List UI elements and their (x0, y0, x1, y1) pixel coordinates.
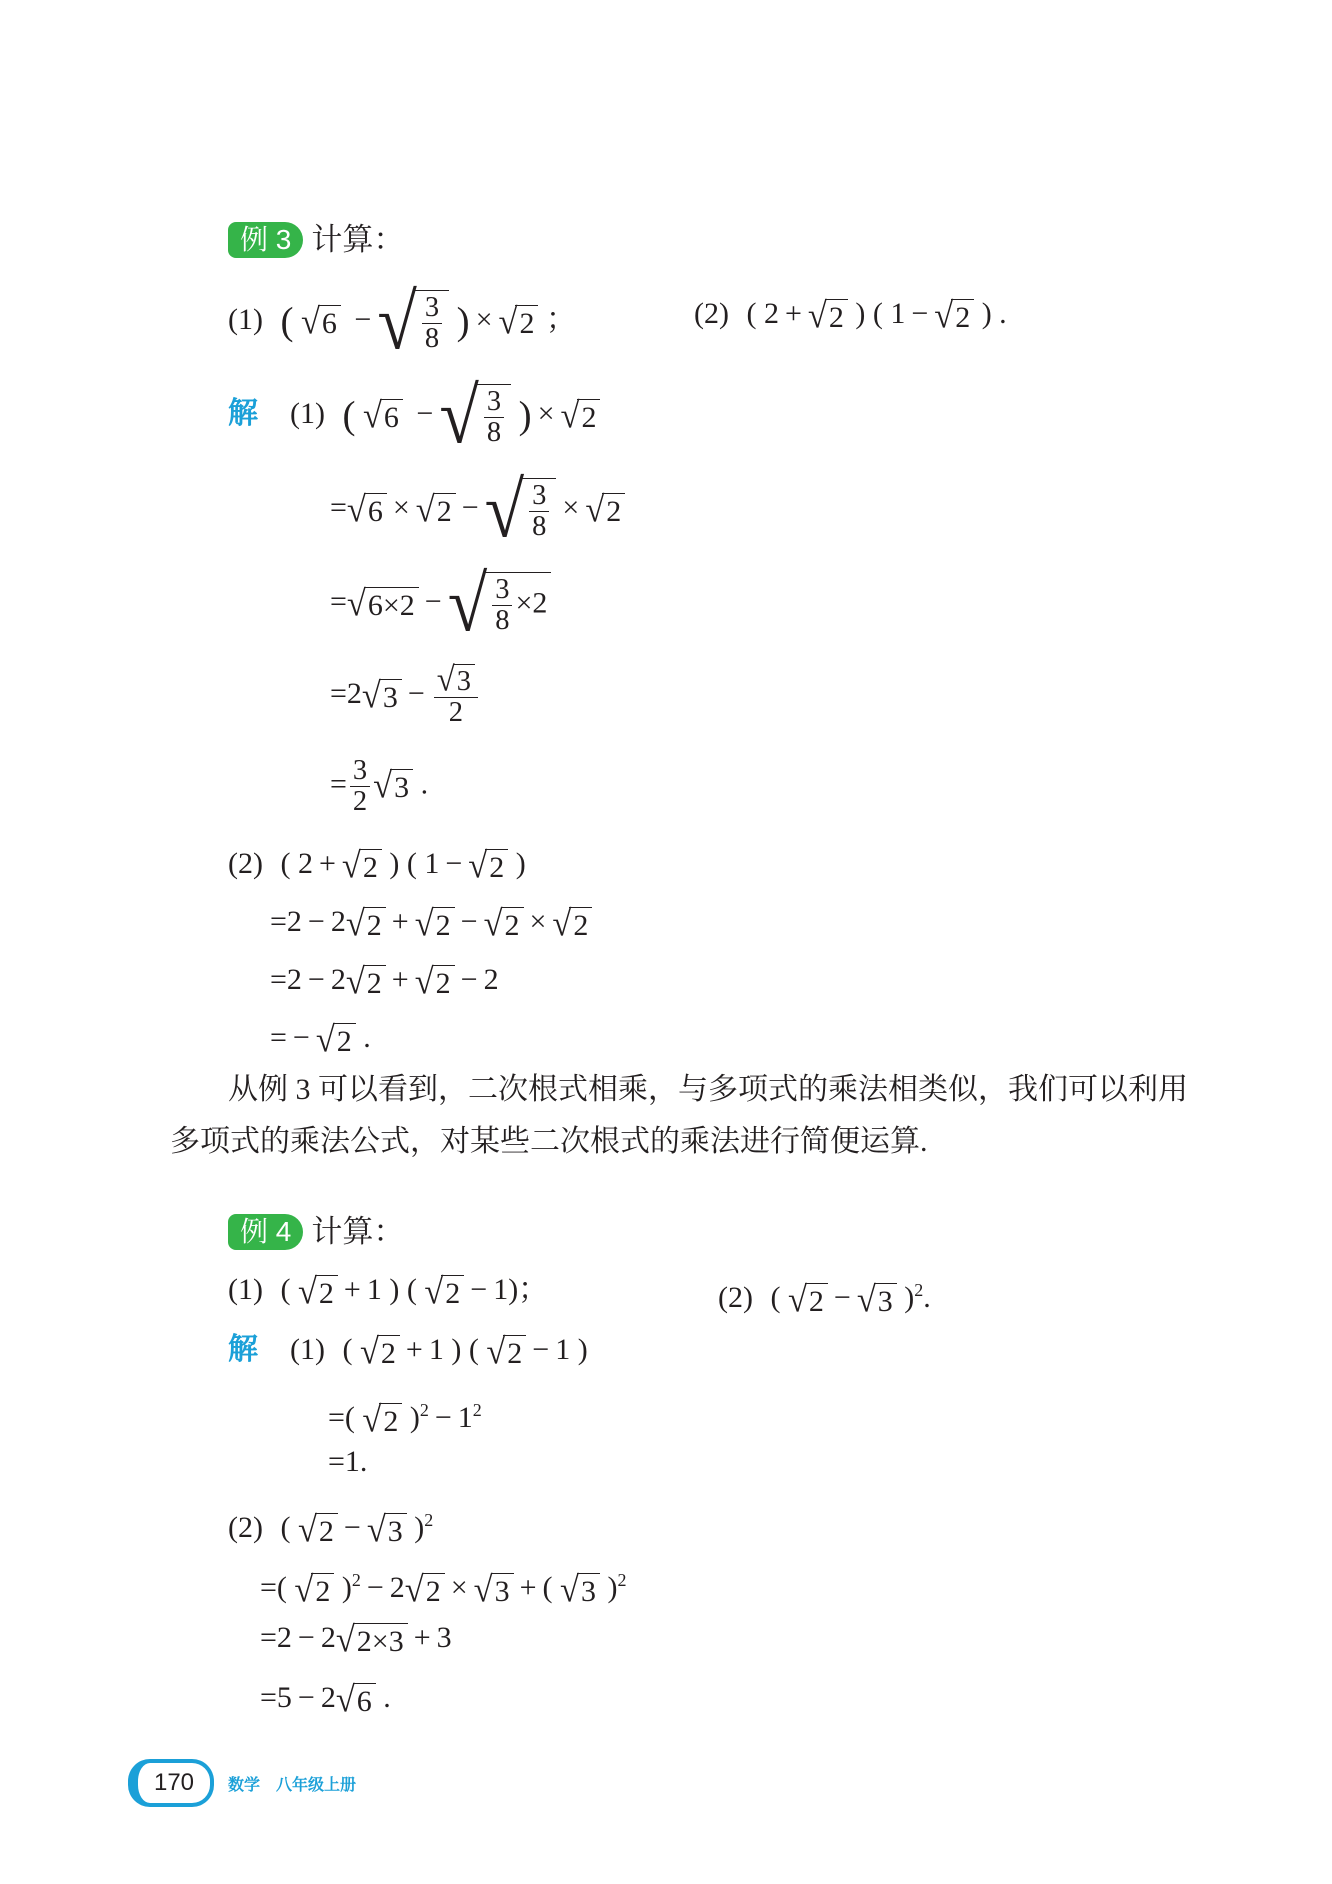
problem-label: (2) (694, 297, 729, 330)
example-3-solution-2-line-2: =2 − 2√2 + √2 − √2 × √2 (270, 900, 592, 944)
solution-part-label: (1) (290, 396, 325, 430)
example-3-problem-2: (2) ( 2 + √2 ) ( 1 − √2 ) . (694, 295, 1007, 336)
example-4-header (228, 1208, 404, 1254)
page-number: 170 (128, 1759, 214, 1807)
example-4-task: 计算： (311, 1214, 405, 1250)
example-4-solution-2-line-2: =( √2 )$^2$ − 2√2 × √3 + ( √3 )$^2$ (260, 1569, 627, 1610)
example-3-header (228, 216, 404, 262)
example-3-problem-1: (1) ( √6 −√ $\frac{3}{8}$ ) × √2 ； (228, 278, 576, 366)
example-4-solution-2-line-3: =2 − 2√2×3 + 3 (260, 1619, 452, 1660)
example-4-solution-1-line-3: =1. (328, 1445, 368, 1478)
solution-label: 解 (228, 396, 258, 430)
example-3-solution-1-line-5: = $\frac{3}{2}$ √3 . (330, 755, 429, 817)
example-3-task: 计算： (311, 222, 405, 258)
problem-label: (1) (228, 302, 263, 336)
example-4-solution-1-line-1: 解 (1) ( √2 + 1 ) ( √2 − 1 ) (228, 1331, 588, 1372)
solution-part-label: (2) (228, 1511, 263, 1544)
example-3-solution-2-line-1: (2) ( 2 + √2 ) ( 1 − √2 ) (228, 845, 526, 886)
solution-label: 解 (228, 1333, 258, 1366)
example-4-solution-1-line-2: =( √2 )$^2 - 1^2$ (328, 1399, 482, 1440)
problem-label: (1) (228, 1273, 263, 1306)
paragraph-line-1: 从例 3 可以看到，二次根式相乘，与多项式的乘法相类似，我们可以利用 (228, 1073, 1188, 1106)
example-4-problem-2: (2) ( √2 − √3 )$^2$. (718, 1279, 931, 1320)
example-4-solution-2-line-4: =5 − 2√6 . (260, 1679, 391, 1720)
example-3-solution-1-line-3: =√6×2 −√ $\frac{3}{8}$ ×2 (330, 568, 551, 640)
problem-label: (2) (718, 1281, 753, 1314)
example-4-solution-2-line-1: (2) ( √2 − √3 )$^2$ (228, 1509, 434, 1550)
paragraph-line-2: 多项式的乘法公式，对某些二次根式的乘法进行简便运算. (170, 1125, 928, 1158)
example-3-badge: 例 3 (228, 222, 303, 258)
example-3-solution-2-line-3: =2 − 2√2 + √2 − 2 (270, 961, 499, 1002)
example-4-problem-1: (1) ( √2 + 1 ) ( √2 − 1)； (228, 1271, 549, 1312)
book-title: 数学 八年级上册 (228, 1774, 357, 1794)
example-3-solution-1-line-4: =2√3 − $\frac{√3}{2}$ (330, 664, 481, 728)
example-3-solution-2-line-4: = − √2 . (270, 1019, 371, 1060)
example-3-solution-1-line-1: 解 (1) ( √6 −√ $\frac{3}{8}$ ) × √2 (228, 380, 600, 452)
example-3-solution-1-line-2: =√6 × √2 −√ $\frac{3}{8}$ × √2 (330, 474, 625, 546)
solution-part-label: (1) (290, 1333, 325, 1366)
page-footer (128, 1760, 356, 1806)
solution-part-label: (2) (228, 847, 263, 880)
example-4-badge: 例 4 (228, 1214, 303, 1250)
